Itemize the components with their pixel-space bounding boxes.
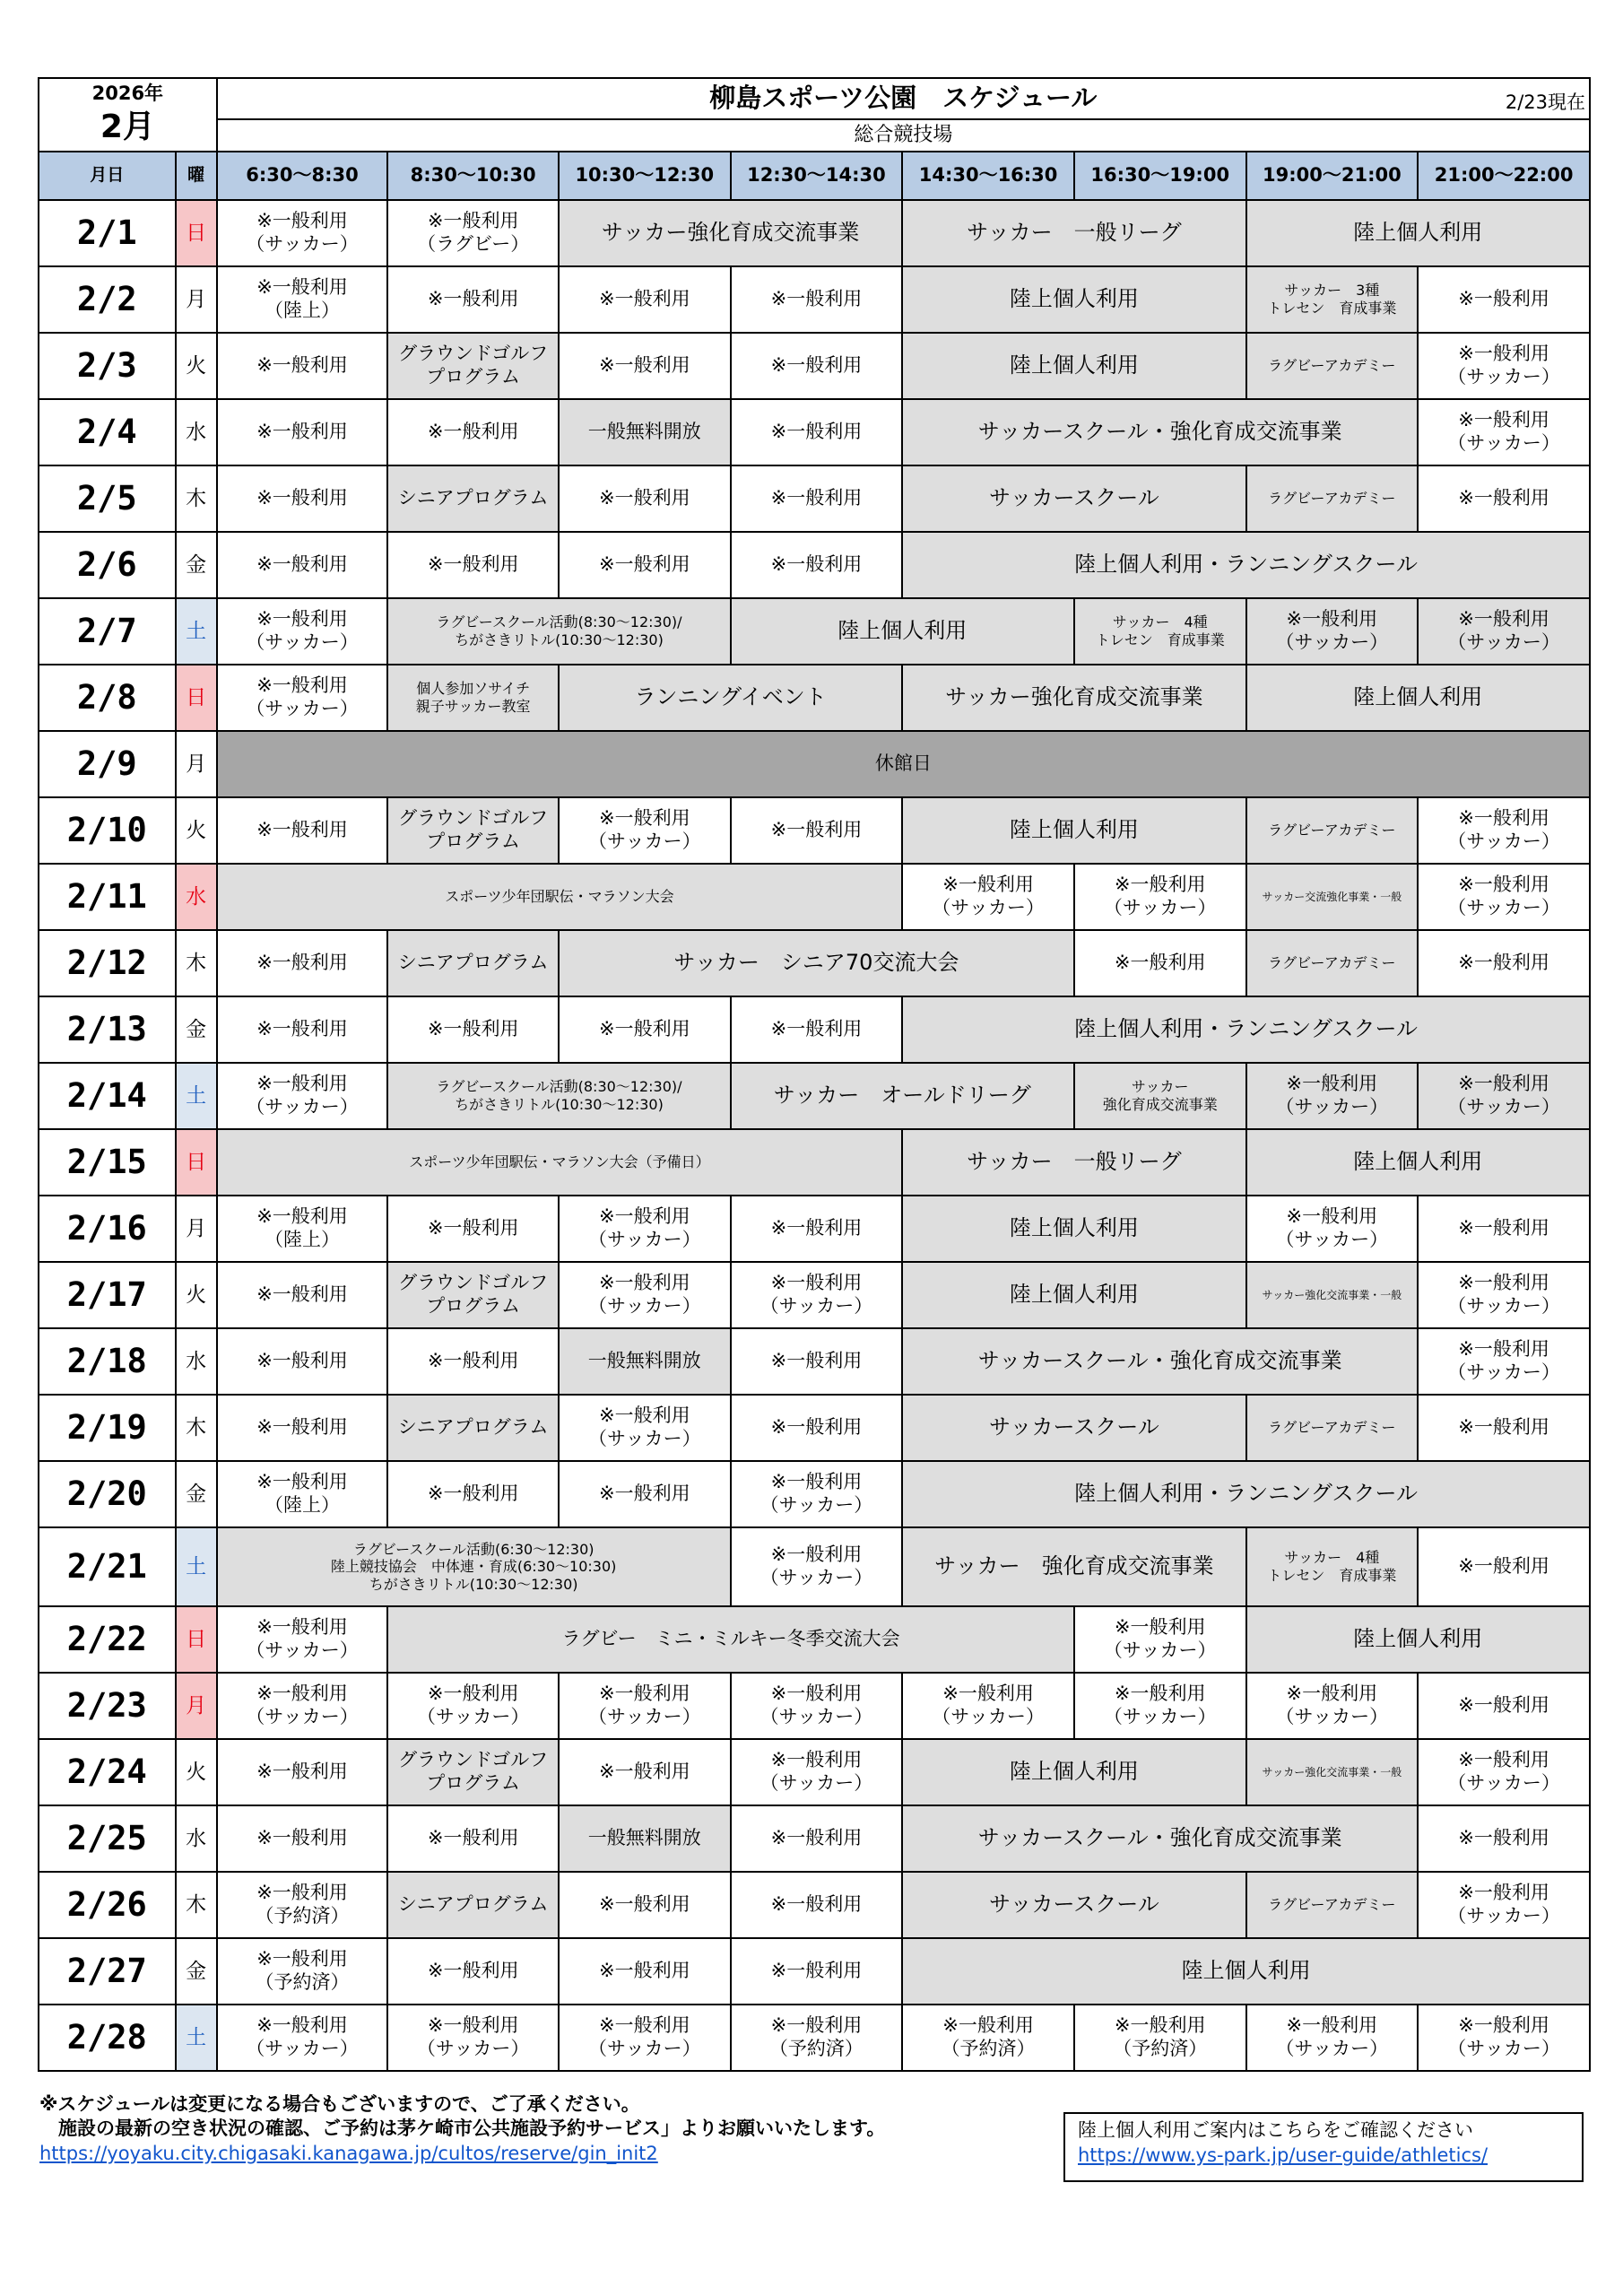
schedule-cell: ラグビーアカデミー <box>1246 930 1419 996</box>
schedule-cell: ※一般利用 <box>217 930 388 996</box>
weekday-cell: 金 <box>176 1461 217 1527</box>
time-slot-header: 16:30～19:00 <box>1074 152 1246 200</box>
date-cell: 2/24 <box>39 1739 176 1805</box>
schedule-row <box>39 399 1590 465</box>
schedule-cell: ※一般利用 （サッカー） <box>1074 1673 1246 1739</box>
schedule-cell: ※一般利用 （サッカー） <box>1418 2005 1590 2071</box>
schedule-cell: 陸上個人利用 <box>1246 1129 1590 1196</box>
schedule-cell: シニアプログラム <box>387 1872 559 1938</box>
schedule-cell: ※一般利用 （サッカー） <box>1418 1063 1590 1129</box>
athletics-info-box <box>1063 2112 1584 2182</box>
schedule-cell: ※一般利用 <box>1418 266 1590 333</box>
weekday-cell: 木 <box>176 930 217 996</box>
date-cell: 2/18 <box>39 1328 176 1395</box>
date-cell: 2/16 <box>39 1196 176 1262</box>
weekday-cell: 木 <box>176 1395 217 1461</box>
schedule-row <box>39 1673 1590 1739</box>
date-cell: 2/25 <box>39 1805 176 1872</box>
weekday-cell: 火 <box>176 1739 217 1805</box>
schedule-cell: ※一般利用 （サッカー） <box>217 665 388 731</box>
schedule-cell: サッカースクール <box>902 1395 1245 1461</box>
schedule-cell: ※一般利用 <box>731 399 903 465</box>
schedule-cell: ※一般利用 （サッカー） <box>1418 1739 1590 1805</box>
schedule-cell: ※一般利用 <box>1418 1673 1590 1739</box>
schedule-cell: ※一般利用 （陸上） <box>217 266 388 333</box>
schedule-cell: ※一般利用 <box>387 532 559 598</box>
schedule-cell: ラグビースクール活動(6:30～12:30) 陸上競技協会 中体連・育成(6:30～10:30) ちがさきリトル(10:30～12:30) <box>217 1527 731 1606</box>
schedule-cell: ※一般利用 <box>731 996 903 1063</box>
schedule-cell: サッカー 4種 トレセン 育成事業 <box>1074 598 1246 665</box>
schedule-cell: ラグビー ミニ・ミルキー冬季交流大会 <box>387 1606 1074 1673</box>
weekday-cell: 火 <box>176 1262 217 1328</box>
date-cell: 2/20 <box>39 1461 176 1527</box>
schedule-cell: ※一般利用 <box>1418 1805 1590 1872</box>
page-title: 柳島スポーツ公園 スケジュール <box>709 83 1098 114</box>
schedule-cell: ※一般利用 <box>1074 930 1246 996</box>
weekday-cell: 水 <box>176 1328 217 1395</box>
schedule-cell: ※一般利用 <box>559 1938 731 2005</box>
schedule-cell: グラウンドゴルフ プログラム <box>387 1739 559 1805</box>
year-month-cell <box>39 78 217 152</box>
schedule-cell: ※一般利用 <box>217 1262 388 1328</box>
schedule-cell: ※一般利用 （サッカー） <box>217 598 388 665</box>
schedule-cell: サッカー 3種 トレセン 育成事業 <box>1246 266 1419 333</box>
schedule-cell: ※一般利用 <box>387 1938 559 2005</box>
schedule-cell: 陸上個人利用・ランニングスクール <box>902 996 1590 1063</box>
schedule-cell: ※一般利用 <box>559 1872 731 1938</box>
time-slot-header: 21:00～22:00 <box>1418 152 1590 200</box>
date-cell: 2/6 <box>39 532 176 598</box>
schedule-row <box>39 1527 1590 1606</box>
schedule-cell: ※一般利用 <box>731 1328 903 1395</box>
schedule-cell: ※一般利用 （サッカー） <box>217 1063 388 1129</box>
schedule-cell: 陸上個人利用・ランニングスクール <box>902 532 1590 598</box>
weekday-cell: 月 <box>176 1673 217 1739</box>
schedule-cell: ※一般利用 （サッカー） <box>1246 598 1419 665</box>
schedule-cell: スポーツ少年団駅伝・マラソン大会 <box>217 864 903 930</box>
change-notice: ※スケジュールは変更になる場合もございますので、ご了承ください。 <box>39 2093 640 2115</box>
schedule-cell: ラグビースクール活動(8:30～12:30)/ ちがさきリトル(10:30～12:30) <box>387 598 730 665</box>
schedule-cell: 陸上個人利用 <box>1246 1606 1590 1673</box>
schedule-cell: ※一般利用 <box>1418 1527 1590 1606</box>
schedule-row <box>39 2005 1590 2071</box>
schedule-cell: ※一般利用 （予約済） <box>217 1938 388 2005</box>
schedule-cell: ※一般利用 <box>559 1461 731 1527</box>
schedule-cell: サッカースクール・強化育成交流事業 <box>902 399 1418 465</box>
schedule-row <box>39 665 1590 731</box>
dow-column-header: 曜 <box>176 152 217 200</box>
schedule-cell: 陸上個人利用 <box>902 266 1245 333</box>
schedule-row <box>39 266 1590 333</box>
schedule-cell: ※一般利用 <box>731 1872 903 1938</box>
schedule-row <box>39 1262 1590 1328</box>
schedule-cell: 陸上個人利用 <box>1246 665 1590 731</box>
schedule-cell: サッカースクール・強化育成交流事業 <box>902 1328 1418 1395</box>
schedule-cell: ※一般利用 （サッカー） <box>1418 797 1590 864</box>
schedule-cell: ※一般利用 <box>217 399 388 465</box>
schedule-cell: ※一般利用 （陸上） <box>217 1461 388 1527</box>
schedule-cell: ラグビーアカデミー <box>1246 797 1419 864</box>
schedule-row <box>39 1129 1590 1196</box>
schedule-row <box>39 1739 1590 1805</box>
schedule-cell: ※一般利用 （予約済） <box>217 1872 388 1938</box>
weekday-cell: 月 <box>176 266 217 333</box>
schedule-cell: ※一般利用 <box>217 1328 388 1395</box>
schedule-cell: ※一般利用 <box>217 1395 388 1461</box>
date-cell: 2/22 <box>39 1606 176 1673</box>
schedule-cell: ※一般利用 （サッカー） <box>1418 333 1590 399</box>
month-label: 2月 <box>100 108 155 145</box>
schedule-cell: ※一般利用 （サッカー） <box>559 1395 731 1461</box>
schedule-cell: ※一般利用 （サッカー） <box>1246 1673 1419 1739</box>
schedule-cell: ※一般利用 <box>731 266 903 333</box>
schedule-cell: サッカー強化育成交流事業 <box>902 665 1245 731</box>
schedule-cell: ※一般利用 （サッカー） <box>217 1606 388 1673</box>
weekday-cell: 日 <box>176 1606 217 1673</box>
schedule-cell: ※一般利用 <box>559 333 731 399</box>
schedule-sheet <box>38 77 1591 2072</box>
weekday-cell: 日 <box>176 1129 217 1196</box>
schedule-cell: サッカー強化育成交流事業 <box>559 200 902 266</box>
schedule-cell: ※一般利用 <box>731 1938 903 2005</box>
time-slot-header: 10:30～12:30 <box>559 152 731 200</box>
weekday-cell: 金 <box>176 1938 217 2005</box>
schedule-cell: グラウンドゴルフ プログラム <box>387 333 559 399</box>
date-cell: 2/1 <box>39 200 176 266</box>
schedule-cell: ※一般利用 （サッカー） <box>1418 598 1590 665</box>
schedule-cell: 陸上個人利用 <box>1246 200 1590 266</box>
schedule-cell: ※一般利用 （サッカー） <box>731 1673 903 1739</box>
schedule-cell: ※一般利用 <box>731 1395 903 1461</box>
schedule-cell: ※一般利用 （サッカー） <box>1074 864 1246 930</box>
schedule-cell: ※一般利用 <box>1418 930 1590 996</box>
schedule-cell: ※一般利用 <box>731 1805 903 1872</box>
schedule-cell: ※一般利用 （サッカー） <box>1418 399 1590 465</box>
schedule-cell: ※一般利用 （予約済） <box>731 2005 903 2071</box>
schedule-cell: サッカー シニア70交流大会 <box>559 930 1074 996</box>
schedule-cell: ※一般利用 <box>559 996 731 1063</box>
venue-name: 総合競技場 <box>217 119 1590 152</box>
schedule-cell: ※一般利用 （サッカー） <box>902 864 1074 930</box>
date-cell: 2/4 <box>39 399 176 465</box>
date-cell: 2/27 <box>39 1938 176 2005</box>
schedule-cell: ※一般利用 （サッカー） <box>731 1461 903 1527</box>
schedule-cell: ラグビーアカデミー <box>1246 1872 1419 1938</box>
schedule-cell: シニアプログラム <box>387 930 559 996</box>
weekday-cell: 土 <box>176 1527 217 1606</box>
schedule-cell: 一般無料開放 <box>559 399 731 465</box>
date-column-header: 月日 <box>39 152 176 200</box>
schedule-cell: シニアプログラム <box>387 465 559 532</box>
date-cell: 2/8 <box>39 665 176 731</box>
weekday-cell: 日 <box>176 665 217 731</box>
schedule-cell: ※一般利用 （ラグビー） <box>387 200 559 266</box>
schedule-cell: ※一般利用 <box>1418 1395 1590 1461</box>
schedule-cell: ※一般利用 （サッカー） <box>1418 1262 1590 1328</box>
schedule-cell: 一般無料開放 <box>559 1328 731 1395</box>
schedule-cell: 陸上個人利用 <box>902 797 1245 864</box>
schedule-cell: サッカー交流強化事業・一般 <box>1246 864 1419 930</box>
schedule-cell: ※一般利用 （サッカー） <box>731 1262 903 1328</box>
date-cell: 2/19 <box>39 1395 176 1461</box>
date-cell: 2/21 <box>39 1527 176 1606</box>
schedule-cell: サッカー 強化育成交流事業 <box>902 1527 1245 1606</box>
schedule-cell: グラウンドゴルフ プログラム <box>387 1262 559 1328</box>
schedule-row <box>39 333 1590 399</box>
time-slot-header: 14:30～16:30 <box>902 152 1074 200</box>
schedule-row <box>39 1328 1590 1395</box>
schedule-cell: ※一般利用 <box>731 1196 903 1262</box>
schedule-cell: グラウンドゴルフ プログラム <box>387 797 559 864</box>
date-cell: 2/7 <box>39 598 176 665</box>
schedule-cell: サッカー 一般リーグ <box>902 200 1245 266</box>
schedule-cell: サッカースクール・強化育成交流事業 <box>902 1805 1418 1872</box>
schedule-cell: ※一般利用 <box>387 996 559 1063</box>
schedule-cell: ※一般利用 <box>217 333 388 399</box>
weekday-cell: 土 <box>176 2005 217 2071</box>
schedule-row <box>39 797 1590 864</box>
schedule-row <box>39 864 1590 930</box>
schedule-cell: ※一般利用 （サッカー） <box>1418 1328 1590 1395</box>
schedule-cell: ※一般利用 （サッカー） <box>217 1673 388 1739</box>
schedule-cell: ※一般利用 <box>1418 465 1590 532</box>
schedule-cell: ※一般利用 <box>559 1739 731 1805</box>
schedule-cell: ※一般利用 <box>559 532 731 598</box>
schedule-cell: サッカースクール <box>902 465 1245 532</box>
schedule-cell: ※一般利用 <box>387 266 559 333</box>
date-cell: 2/17 <box>39 1262 176 1328</box>
schedule-row <box>39 1606 1590 1673</box>
schedule-cell: ※一般利用 <box>387 1461 559 1527</box>
schedule-row <box>39 1461 1590 1527</box>
athletics-info-link[interactable]: https://www.ys-park.jp/user-guide/athletics/ <box>1078 2144 1488 2167</box>
date-cell: 2/28 <box>39 2005 176 2071</box>
schedule-cell: ※一般利用 （サッカー） <box>559 1673 731 1739</box>
weekday-cell: 水 <box>176 399 217 465</box>
schedule-cell: サッカー 4種 トレセン 育成事業 <box>1246 1527 1419 1606</box>
schedule-cell: 陸上個人利用 <box>902 333 1245 399</box>
schedule-cell: ランニングイベント <box>559 665 902 731</box>
as-of-date: 2/23現在 <box>1505 91 1585 114</box>
schedule-cell: 陸上個人利用 <box>902 1938 1590 2005</box>
schedule-cell: ※一般利用 （サッカー） <box>1246 2005 1419 2071</box>
weekday-cell: 日 <box>176 200 217 266</box>
weekday-cell: 土 <box>176 598 217 665</box>
schedule-cell: ※一般利用 <box>559 266 731 333</box>
schedule-cell: ※一般利用 （陸上） <box>217 1196 388 1262</box>
schedule-cell: ※一般利用 <box>217 532 388 598</box>
schedule-cell: サッカー オールドリーグ <box>731 1063 1074 1129</box>
weekday-cell: 木 <box>176 1872 217 1938</box>
date-cell: 2/3 <box>39 333 176 399</box>
schedule-cell: 個人参加ソサイチ 親子サッカー教室 <box>387 665 559 731</box>
weekday-cell: 火 <box>176 797 217 864</box>
schedule-cell: ※一般利用 <box>559 465 731 532</box>
date-cell: 2/5 <box>39 465 176 532</box>
schedule-cell: ※一般利用 （サッカー） <box>1246 1196 1419 1262</box>
date-cell: 2/13 <box>39 996 176 1063</box>
closed-day-cell: 休館日 <box>217 731 1590 797</box>
schedule-row <box>39 731 1590 797</box>
schedule-cell: ※一般利用 （サッカー） <box>731 1739 903 1805</box>
weekday-cell: 水 <box>176 864 217 930</box>
date-cell: 2/23 <box>39 1673 176 1739</box>
schedule-cell: 陸上個人利用 <box>902 1196 1245 1262</box>
schedule-cell: ※一般利用 <box>731 797 903 864</box>
weekday-cell: 水 <box>176 1805 217 1872</box>
schedule-row <box>39 1805 1590 1872</box>
reservation-link[interactable]: https://yoyaku.city.chigasaki.kanagawa.jp/cultos/reserve/gin_init2 <box>39 2142 658 2164</box>
schedule-row <box>39 1938 1590 2005</box>
schedule-row <box>39 598 1590 665</box>
date-cell: 2/10 <box>39 797 176 864</box>
schedule-cell: 陸上個人利用 <box>902 1262 1245 1328</box>
schedule-cell: ※一般利用 <box>1418 1196 1590 1262</box>
schedule-cell: ※一般利用 （サッカー） <box>387 1673 559 1739</box>
reservation-notice: 施設の最新の空き状況の確認、ご予約は茅ケ崎市公共施設予約サービス」よりお願いいたします。 <box>39 2118 886 2140</box>
schedule-cell: 陸上個人利用 <box>902 1739 1245 1805</box>
schedule-cell: シニアプログラム <box>387 1395 559 1461</box>
schedule-cell: サッカー 一般リーグ <box>902 1129 1245 1196</box>
schedule-cell: ※一般利用 <box>387 399 559 465</box>
schedule-cell: 陸上個人利用 <box>731 598 1074 665</box>
schedule-cell: ※一般利用 <box>217 465 388 532</box>
schedule-cell: ※一般利用 <box>387 1328 559 1395</box>
time-slot-header: 8:30～10:30 <box>387 152 559 200</box>
schedule-cell: ※一般利用 <box>217 797 388 864</box>
schedule-cell: ※一般利用 （サッカー） <box>1418 864 1590 930</box>
date-cell: 2/15 <box>39 1129 176 1196</box>
schedule-cell: ※一般利用 （サッカー） <box>217 200 388 266</box>
schedule-row <box>39 930 1590 996</box>
schedule-row <box>39 532 1590 598</box>
schedule-cell: サッカー 強化育成交流事業 <box>1074 1063 1246 1129</box>
schedule-cell: スポーツ少年団駅伝・マラソン大会（予備日） <box>217 1129 903 1196</box>
schedule-cell: ※一般利用 （サッカー） <box>559 1262 731 1328</box>
schedule-cell: ※一般利用 <box>731 532 903 598</box>
schedule-cell: ※一般利用 （サッカー） <box>902 1673 1074 1739</box>
weekday-cell: 火 <box>176 333 217 399</box>
time-slot-header: 6:30～8:30 <box>217 152 388 200</box>
schedule-cell: ※一般利用 （サッカー） <box>1246 1063 1419 1129</box>
footer-notes <box>39 2092 1053 2166</box>
schedule-cell: ※一般利用 <box>217 996 388 1063</box>
time-slot-header: 12:30～14:30 <box>731 152 903 200</box>
schedule-table <box>38 77 1591 2072</box>
schedule-cell: ※一般利用 <box>731 333 903 399</box>
schedule-cell: ※一般利用 （予約済） <box>902 2005 1074 2071</box>
schedule-cell: ※一般利用 （予約済） <box>1074 2005 1246 2071</box>
schedule-cell: ※一般利用 （サッカー） <box>559 797 731 864</box>
schedule-cell: 陸上個人利用・ランニングスクール <box>902 1461 1590 1527</box>
schedule-row <box>39 1395 1590 1461</box>
title-cell <box>217 78 1590 119</box>
schedule-cell: サッカー強化交流事業・一般 <box>1246 1262 1419 1328</box>
date-cell: 2/11 <box>39 864 176 930</box>
schedule-cell: ※一般利用 <box>217 1739 388 1805</box>
schedule-cell: ラグビーアカデミー <box>1246 465 1419 532</box>
weekday-cell: 金 <box>176 532 217 598</box>
schedule-cell: ラグビーアカデミー <box>1246 1395 1419 1461</box>
date-cell: 2/12 <box>39 930 176 996</box>
schedule-cell: ※一般利用 （サッカー） <box>217 2005 388 2071</box>
weekday-cell: 月 <box>176 1196 217 1262</box>
schedule-cell: ラグビースクール活動(8:30～12:30)/ ちがさきリトル(10:30～12:30) <box>387 1063 730 1129</box>
schedule-row <box>39 996 1590 1063</box>
schedule-cell: サッカー強化交流事業・一般 <box>1246 1739 1419 1805</box>
weekday-cell: 金 <box>176 996 217 1063</box>
schedule-cell: 一般無料開放 <box>559 1805 731 1872</box>
athletics-info-label: 陸上個人利用ご案内はこちらをご確認ください <box>1078 2119 1473 2141</box>
weekday-cell: 土 <box>176 1063 217 1129</box>
schedule-cell: ※一般利用 （サッカー） <box>387 2005 559 2071</box>
date-cell: 2/14 <box>39 1063 176 1129</box>
schedule-row <box>39 1063 1590 1129</box>
weekday-cell: 月 <box>176 731 217 797</box>
schedule-cell: ※一般利用 <box>731 465 903 532</box>
schedule-cell: サッカースクール <box>902 1872 1245 1938</box>
schedule-cell: ※一般利用 <box>387 1196 559 1262</box>
weekday-cell: 木 <box>176 465 217 532</box>
date-cell: 2/2 <box>39 266 176 333</box>
schedule-row <box>39 1872 1590 1938</box>
date-cell: 2/9 <box>39 731 176 797</box>
schedule-row <box>39 1196 1590 1262</box>
schedule-cell: ラグビーアカデミー <box>1246 333 1419 399</box>
schedule-cell: ※一般利用 （サッカー） <box>1074 1606 1246 1673</box>
schedule-cell: ※一般利用 （サッカー） <box>731 1527 903 1606</box>
year-label: 2026年 <box>91 83 164 105</box>
date-cell: 2/26 <box>39 1872 176 1938</box>
schedule-cell: ※一般利用 <box>217 1805 388 1872</box>
schedule-cell: ※一般利用 （サッカー） <box>559 1196 731 1262</box>
schedule-cell: ※一般利用 （サッカー） <box>1418 1872 1590 1938</box>
schedule-row <box>39 465 1590 532</box>
schedule-cell: ※一般利用 （サッカー） <box>559 2005 731 2071</box>
schedule-row <box>39 200 1590 266</box>
time-slot-header: 19:00～21:00 <box>1246 152 1419 200</box>
schedule-cell: ※一般利用 <box>387 1805 559 1872</box>
